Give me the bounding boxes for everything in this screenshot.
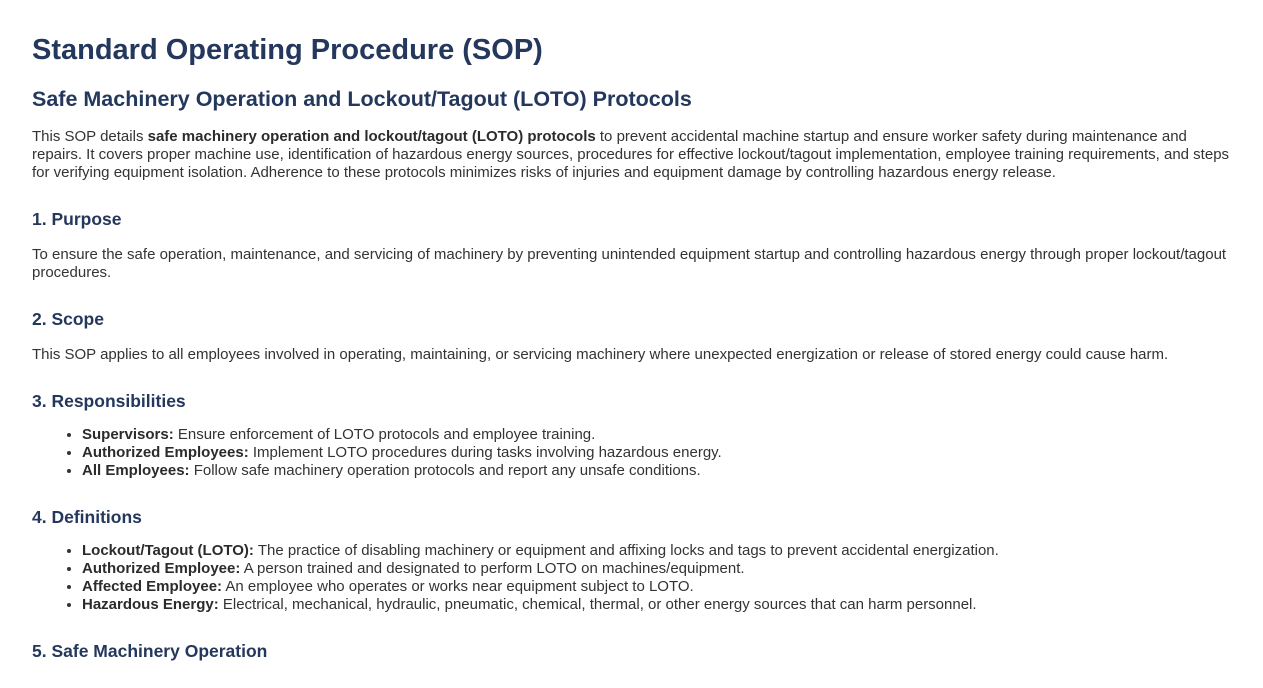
intro-paragraph — [32, 128, 1231, 182]
list-item — [82, 596, 1231, 614]
section-body-purpose: To ensure the safe operation, maintenance, and servicing of machinery by preventing unintended equipment startup and controlling hazardous energy through proper lockout/tagout procedures. — [32, 246, 1227, 281]
responsibilities-list — [32, 426, 1231, 480]
section-heading-scope: 2. Scope — [32, 309, 104, 329]
list-item-term: Authorized Employee: — [82, 560, 241, 577]
intro-bold-phrase: safe machinery operation and lockout/tagout (LOTO) protocols — [147, 128, 596, 145]
list-item-text: Implement LOTO procedures during tasks involving hazardous energy. — [248, 444, 722, 461]
list-item — [82, 462, 1231, 480]
document-subtitle: Safe Machinery Operation and Lockout/Tagout (LOTO) Protocols — [32, 87, 692, 111]
list-item — [82, 542, 1231, 560]
list-item — [82, 560, 1231, 578]
intro-text-suffix: to prevent accidental machine startup and ensure worker safety during maintenance and repairs. It covers proper machine use, identification of hazardous energy sources, procedures for effective lockout/tagout implementation, employee training requirements, and steps for verifying equipment isolation. Adherence to these protocols minimizes risks of injuries and equipment damage by controlling hazardous energy release. — [32, 128, 1230, 181]
list-item-text: A person trained and designated to perform LOTO on machines/equipment. — [240, 560, 745, 577]
list-item-text: Ensure enforcement of LOTO protocols and employee training. — [173, 426, 596, 443]
page-title: Standard Operating Procedure (SOP) — [32, 34, 543, 66]
section-heading-safe-machinery-operation: 5. Safe Machinery Operation — [32, 641, 268, 661]
definitions-list — [32, 542, 1231, 614]
list-item-term: All Employees: — [82, 462, 190, 479]
list-item-term: Affected Employee: — [82, 578, 223, 595]
list-item-term: Lockout/Tagout (LOTO): — [82, 542, 254, 559]
list-item-term: Supervisors: — [82, 426, 174, 443]
section-heading-responsibilities: 3. Responsibilities — [32, 391, 186, 411]
list-item-text: Follow safe machinery operation protocols and report any unsafe conditions. — [189, 462, 701, 479]
list-item-text: The practice of disabling machinery or equipment and affixing locks and tags to prevent accidental energization. — [253, 542, 999, 559]
list-item-term: Authorized Employees: — [82, 444, 249, 461]
list-item-text: Electrical, mechanical, hydraulic, pneumatic, chemical, thermal, or other energy sources that can harm personnel. — [218, 596, 977, 613]
intro-text-prefix: This SOP details — [32, 128, 148, 145]
list-item — [82, 578, 1231, 596]
section-heading-definitions: 4. Definitions — [32, 507, 142, 527]
list-item — [82, 426, 1231, 444]
list-item-term: Hazardous Energy: — [82, 596, 219, 613]
section-heading-purpose: 1. Purpose — [32, 209, 122, 229]
list-item-text: An employee who operates or works near equipment subject to LOTO. — [222, 578, 694, 595]
section-body-scope: This SOP applies to all employees involved in operating, maintaining, or servicing machinery where unexpected energization or release of stored energy could cause harm. — [32, 346, 1169, 363]
list-item — [82, 444, 1231, 462]
